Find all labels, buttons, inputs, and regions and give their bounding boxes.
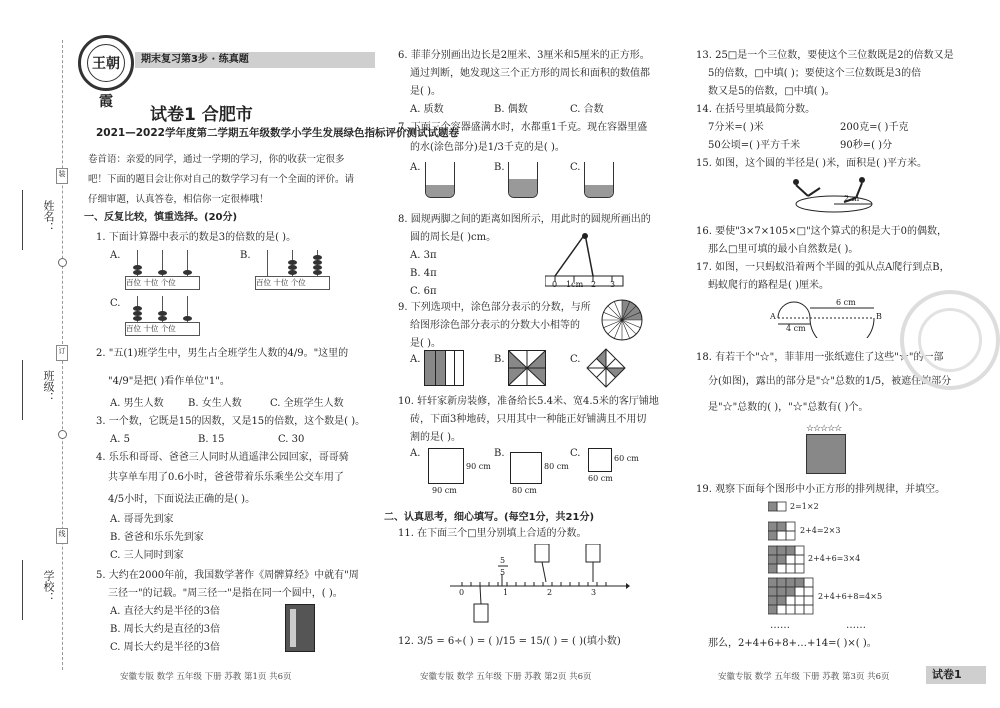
q13-line1: 13. 25□是一个三位数，要使这个三位数既是2的倍数又是 (696, 50, 954, 61)
q8-option-c: C. 6π (410, 286, 437, 297)
name-line (22, 190, 23, 250)
class-label: 班级： (42, 370, 55, 403)
q2-line1: 2. "五(1)班学生中，男生占全班学生人数的4/9。"这里的 (96, 348, 349, 359)
q15-figure (786, 176, 886, 216)
q6-line1: 6. 菲菲分别画出边长是2厘米、3厘米和5厘米的正方形。 (398, 50, 650, 61)
container-a (425, 162, 455, 198)
number-line-figure (450, 544, 630, 630)
q16-line2: 那么□里可填的最小自然数是( )。 (708, 244, 859, 255)
tile-c-height: 60 cm (614, 454, 639, 463)
q1-option-c: C. (110, 298, 121, 309)
q17-label-6: 6 cm (836, 298, 856, 307)
seal-box: 装 (56, 168, 68, 184)
q14-text: 14. 在括号里填最简分数。 (696, 104, 816, 115)
q14-r2a: 50公顷=( )平方千米 (708, 140, 801, 151)
q12-text: 12. 3/5 = 6÷( ) = ( )/15 = 15/( ) = ( )(填小数) (398, 636, 621, 647)
q4-option-c: C. 三人同时到家 (110, 550, 184, 561)
tile-b-width: 80 cm (512, 486, 537, 495)
q1-option-b: B. (240, 250, 251, 261)
q9-figure-b (508, 350, 546, 386)
footer-page3: 安徽专版 数学 五年级 下册 苏教 第3页 共6页 (718, 672, 890, 682)
q4-line1: 4. 乐乐和哥哥、爸爸三人同时从逍遥津公园回家，哥哥骑 (96, 452, 349, 463)
tile-b (510, 452, 542, 484)
q1-option-a: A. (110, 250, 121, 261)
q5-option-c: C. 周长大约是半径的3倍 (110, 642, 221, 653)
q6-option-c: C. 合数 (570, 104, 604, 115)
q8-line2: 圆的周长是( )cm。 (410, 232, 497, 243)
q3-option-a: A. 5 (110, 434, 130, 445)
q19-eq1: 2=1×2 (790, 502, 819, 511)
q13-line3: 数又是5的倍数，□中填( )。 (708, 86, 835, 97)
q10-option-c: C. (570, 448, 581, 459)
q17-figure (770, 294, 890, 338)
section1-heading: 一、反复比较，慎重选择。(20分) (84, 212, 238, 223)
footer-page1: 安徽专版 数学 五年级 下册 苏教 第1页 共6页 (120, 672, 292, 682)
q7-option-c: C. (570, 162, 581, 173)
exam-subtitle: 2021—2022学年度第二学期五年级数学小学生发展绿色指标评价测试试题卷 (96, 127, 459, 139)
q18-line2: 分(如图)，露出的部分是"☆"总数的1/5，被遮住的部分 (708, 376, 952, 387)
brand-logo: 王朝霞 (78, 35, 134, 91)
q14-r1b: 200克=( )千克 (840, 122, 909, 133)
q14-r2b: 90秒=( )分 (840, 140, 893, 151)
q9-line1: 9. 下列选项中，涂色部分表示的分数，与所 (398, 302, 591, 313)
q2-line2: "4/9"是把( )看作单位"1"。 (108, 376, 230, 387)
q11-frac-num: 5 (500, 556, 506, 565)
q19-eq2: 2+4=2×3 (800, 526, 841, 535)
abacus-a: 百位 十位 个位 (125, 250, 200, 290)
watermark-seal (900, 290, 1000, 390)
q19-dots-left: …… (770, 620, 790, 631)
abacus-c: 百位 十位 个位 (125, 296, 200, 336)
q9-option-c: C. (570, 354, 581, 365)
binding-hole (58, 258, 67, 267)
q16-line1: 16. 要使"3×7×105×□"这个算式的积是大于0的偶数， (696, 226, 948, 237)
q10-option-a: A. (410, 448, 421, 459)
q18-figure: ☆☆☆☆☆ (806, 424, 846, 474)
q17-point-a: A (770, 312, 776, 321)
q9-reference-circle (600, 298, 644, 342)
q17-label-4: 4 cm (786, 324, 806, 333)
q3-text: 3. 一个数，它既是15的因数，又是15的倍数，这个数是( )。 (96, 416, 366, 427)
class-line (22, 360, 23, 420)
q2-option-b: B. 女生人数 (188, 398, 242, 409)
school-line (22, 560, 23, 620)
q3-option-b: B. 15 (198, 434, 225, 445)
q14-r1a: 7分米=( )米 (708, 122, 764, 133)
q6-line3: 是( )。 (410, 86, 441, 97)
q6-option-a: A. 质数 (410, 104, 444, 115)
footer-page2: 安徽专版 数学 五年级 下册 苏教 第2页 共6页 (420, 672, 592, 682)
q15-text: 15. 如图，这个圆的半径是( )米，面积是( )平方米。 (696, 158, 928, 169)
q4-line2: 共享单车用了0.6小时，爸爸带着乐乐乘坐公交车用了 (108, 472, 344, 483)
q9-line2: 给图形涂色部分表示的分数大小相等的 (410, 320, 580, 331)
q10-line3: 割的是( )。 (410, 432, 461, 443)
q9-figure-a (424, 350, 464, 386)
school-label: 学校： (42, 570, 55, 603)
step-banner: 期末复习第3步 · 练真题 (135, 52, 375, 68)
q5-line1: 5. 大约在2000年前，我国数学著作《周髀算经》中就有"周 (96, 570, 359, 581)
q17-point-b: B (876, 312, 882, 321)
q15-radius-label: 2 m (844, 194, 860, 203)
intro-text: 卷首语：亲爱的同学，通过一学期的学习，你的收获一定很多吧！下面的题目会让你对自己的数学学习有一个全面的评价。请仔细审题，认真答卷，相信你一定很棒哦！ (88, 154, 355, 205)
q19-eq4: 2+4+6+8=4×5 (818, 592, 883, 601)
q17-line2: 蚂蚁爬行的路程是( )厘米。 (708, 280, 829, 291)
tick-3: 3 (591, 588, 597, 597)
q9-figure-c (586, 348, 626, 388)
q9-option-b: B. (494, 354, 505, 365)
seal-box: 线 (56, 528, 68, 544)
q18-line3: 是"☆"总数的( )，"☆"总数有( )个。 (708, 402, 869, 413)
q7-line1: 7. 下面三个容器盛满水时，水都重1千克。现在容器里盛 (398, 122, 648, 133)
q9-option-a: A. (410, 354, 421, 365)
compass-ruler-figure: 0 1cm 2 3 (545, 232, 625, 290)
q5-option-a: A. 直径大约是半径的3倍 (110, 606, 220, 617)
q7-option-b: B. (494, 162, 505, 173)
q4-option-a: A. 哥哥先到家 (110, 514, 174, 525)
tile-a-height: 90 cm (466, 462, 491, 471)
q3-option-c: C. 30 (278, 434, 305, 445)
name-label: 姓名： (42, 200, 55, 233)
q7-option-a: A. (410, 162, 421, 173)
binding-hole (58, 430, 67, 439)
abacus-b: 百位 十位 个位 (255, 250, 330, 290)
q8-option-b: B. 4π (410, 268, 437, 279)
container-b (508, 162, 538, 198)
tick-2: 2 (547, 588, 553, 597)
q10-line1: 10. 轩轩家新房装修，准备给长5.4米、宽4.5米的客厅铺地 (398, 396, 659, 407)
q2-option-a: A. 男生人数 (110, 398, 164, 409)
q19-dots-right: …… (846, 620, 866, 631)
tile-c (588, 448, 612, 472)
tick-0: 0 (459, 588, 465, 597)
q4-option-b: B. 爸爸和乐乐先到家 (110, 532, 204, 543)
q19-final: 那么，2+4+6+8+…+14=( )×( )。 (708, 638, 877, 649)
q4-line3: 4/5小时，下面说法正确的是( )。 (108, 494, 256, 505)
q10-option-b: B. (494, 448, 505, 459)
q11-frac-den: 5 (500, 568, 506, 577)
tick-1: 1 (503, 588, 509, 597)
q2-option-c: C. 全班学生人数 (270, 398, 344, 409)
q8-line1: 8. 圆规两脚之间的距离如图所示，用此时的圆规所画出的 (398, 214, 651, 225)
q9-line3: 是( )。 (410, 338, 441, 349)
q5-line2: 三径一"的记载。"周三径一"是指在同一个圆中，( )。 (108, 588, 343, 599)
q10-line2: 砖，下面3种地砖，只用其中一种能正好铺满且不用切 (410, 414, 647, 425)
exam-title: 试卷1 合肥市 (150, 105, 253, 125)
q1-text: 1. 下面计算器中表示的数是3的倍数的是( )。 (96, 232, 297, 243)
tile-c-width: 60 cm (588, 474, 613, 483)
container-c (584, 162, 614, 198)
section2-heading: 二、认真思考，细心填写。(每空1分，共21分) (384, 512, 595, 523)
q19-eq3: 2+4+6=3×4 (808, 554, 861, 563)
q19-text: 19. 观察下面每个图形中小正方形的排列规律，并填空。 (696, 484, 946, 495)
exam-tag: 试卷1 (926, 666, 986, 684)
q13-line2: 5的倍数，□中填( )；要使这个三位数既是3的倍 (708, 68, 922, 79)
q8-option-a: A. 3π (410, 250, 437, 261)
q11-text: 11. 在下面三个□里分别填上合适的分数。 (398, 528, 587, 539)
q19-figure (768, 500, 888, 618)
tile-a (428, 448, 464, 484)
q6-option-b: B. 偶数 (494, 104, 528, 115)
tile-b-height: 80 cm (544, 462, 569, 471)
q7-line2: 的水(涂色部分)是1/3千克的是( )。 (410, 142, 565, 153)
q18-line1: 18. 有若干个"☆"，菲菲用一张纸遮住了这些"☆"的一部 (696, 352, 944, 363)
tile-a-width: 90 cm (432, 486, 457, 495)
q17-line1: 17. 如图，一只蚂蚁沿着两个半圆的弧从点A爬行到点B， (696, 262, 950, 273)
book-illustration (285, 604, 315, 652)
q5-option-b: B. 周长大约是直径的3倍 (110, 624, 221, 635)
seal-box: 订 (56, 345, 68, 361)
q6-line2: 通过判断，她发现这三个正方形的周长和面积的数值都 (410, 68, 650, 79)
